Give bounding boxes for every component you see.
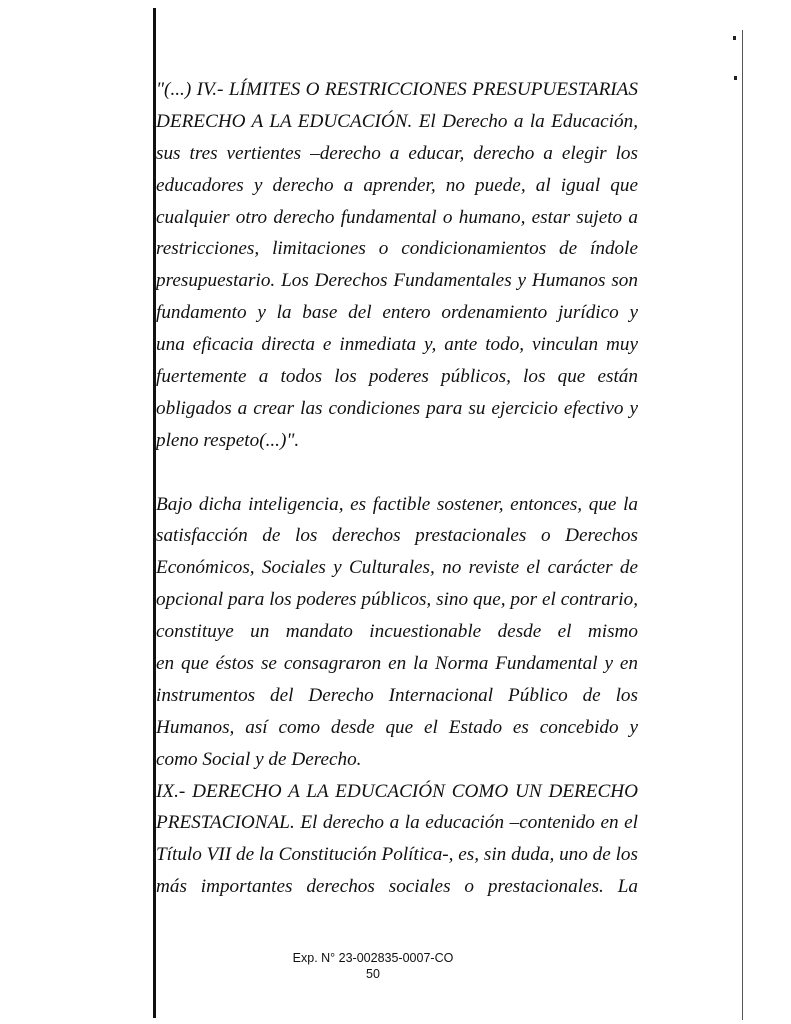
text-line: educadores y derecho a aprender, no puede, al igual que xyxy=(156,174,638,196)
text-line: DERECHO A LA EDUCACIÓN. El Derecho a la Educación, xyxy=(156,110,638,132)
text-line: Bajo dicha inteligencia, es factible sostener, entonces, que la xyxy=(156,493,638,515)
paragraph xyxy=(156,489,638,776)
text-line: Humanos, así como desde que el Estado es concebido y xyxy=(156,716,638,738)
text-line: presupuestario. Los Derechos Fundamentales y Humanos son xyxy=(156,270,638,292)
text-line: sus tres vertientes –derecho a educar, derecho a elegir los xyxy=(156,142,638,164)
text-line: fuertemente a todos los poderes públicos, los que están xyxy=(156,366,638,388)
scan-speck xyxy=(733,36,736,40)
scan-speck xyxy=(734,76,737,80)
text-line: más importantes derechos sociales o prestacionales. La xyxy=(156,876,638,898)
text-line: satisfacción de los derechos prestacionales o Derechos xyxy=(156,525,638,547)
text-line: PRESTACIONAL. El derecho a la educación –contenido en el xyxy=(156,812,638,834)
document-body xyxy=(156,74,638,903)
paragraph-gap xyxy=(156,457,638,489)
text-line: una eficacia directa e inmediata y, ante todo, vinculan muy xyxy=(156,334,638,356)
text-line: "(...) IV.- LÍMITES O RESTRICCIONES PRESUPUESTARIAS xyxy=(156,79,638,100)
text-line: constituye un mandato incuestionable desde el mismo xyxy=(156,621,638,643)
paragraph xyxy=(156,74,638,457)
right-margin-rule xyxy=(742,30,743,1020)
text-line: Económicos, Sociales y Culturales, no reviste el carácter de xyxy=(156,557,638,579)
text-line: como Social y de Derecho. xyxy=(156,748,362,770)
case-number: Exp. N° 23-002835-0007-CO xyxy=(292,951,454,965)
text-line: opcional para los poderes públicos, sino que, por el contrario, xyxy=(156,589,638,611)
text-line: restricciones, limitaciones o condicionamientos de índole xyxy=(156,238,638,260)
paragraph xyxy=(156,776,638,904)
text-line: IX.- DERECHO A LA EDUCACIÓN COMO UN DERECHO xyxy=(156,780,638,802)
text-line: fundamento y la base del entero ordenamiento jurídico y xyxy=(156,302,638,324)
text-line: pleno respeto(...)". xyxy=(156,429,300,451)
text-line: en que éstos se consagraron en la Norma Fundamental y en xyxy=(156,653,638,675)
text-line: instrumentos del Derecho Internacional Público de los xyxy=(156,684,638,706)
text-line: cualquier otro derecho fundamental o humano, estar sujeto a xyxy=(156,206,638,228)
page-footer xyxy=(253,950,493,982)
text-line: Título VII de la Constitución Política-, es, sin duda, uno de los xyxy=(156,844,638,866)
page-number: 50 xyxy=(366,967,380,981)
text-line: obligados a crear las condiciones para su ejercicio efectivo y xyxy=(156,397,638,419)
